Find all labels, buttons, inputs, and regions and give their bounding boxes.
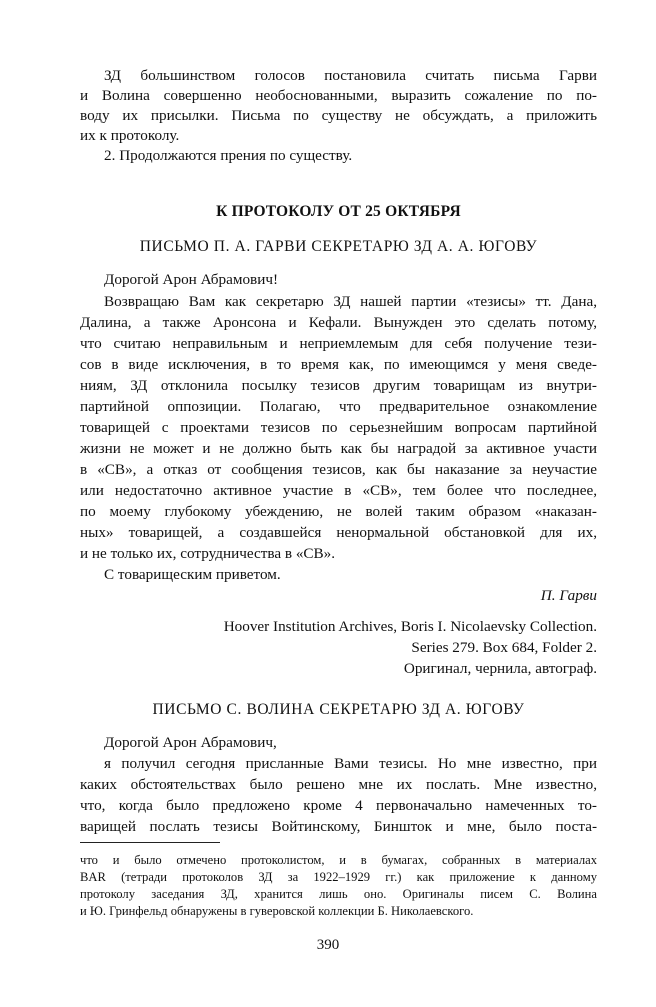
letter1-salutation: Дорогой Арон Абрамович! [104, 271, 279, 288]
section-title: К ПРОТОКОЛУ ОТ 25 ОКТЯБРЯ [216, 203, 461, 220]
footnote-line: и Ю. Гринфельд обнаружены в гуверовской коллекции Б. Николаевского. [80, 904, 474, 918]
footnote-rule [80, 842, 220, 843]
footnote-line: протоколу заседания ЗД, хранится лишь оно. Оригиналы писем С. Волина [80, 887, 597, 901]
letter2-body-line: каких обстоятельствах было решено мне их послать. Мне известно, [80, 776, 597, 793]
letter1-body-line: товарищей с проектами тезисов по серьезнейшим вопросам партийной [80, 419, 597, 436]
letter1-closing: С товарищеским приветом. [104, 566, 281, 583]
letter1-body-line: в «СВ», а отказ от сообщения тезисов, как бы наказание за неучастие [80, 461, 597, 478]
page-number: 390 [316, 937, 340, 953]
letter1-source-line: Оригинал, чернила, автограф. [403, 660, 597, 677]
letter1-body-line: сов в виде исключения, в то время как, по имеющимся у меня сведе- [80, 356, 597, 373]
footnote-line: что и было отмечено протоколистом, и в бумагах, собранных в материалах [80, 853, 597, 867]
letter1-title: ПИСЬМО П. А. ГАРВИ СЕКРЕТАРЮ ЗД А. А. ЮГОВУ [139, 238, 538, 255]
letter1-body-line: Возвращаю Вам как секретарю ЗД нашей партии «тезисы» тт. Дана, [104, 293, 597, 310]
footnote-line: BAR (тетради протоколов ЗД за 1922–1929 гг.) как приложение к данному [80, 870, 597, 884]
letter1-source-line: Hoover Institution Archives, Boris I. Nicolaevsky Collection. [223, 618, 597, 635]
letter1-body-line: или недостаточно активное участие в «СВ», тем более что последнее, [80, 482, 597, 499]
letter2-salutation: Дорогой Арон Абрамович, [104, 734, 277, 751]
intro-item-2: 2. Продолжаются прения по существу. [104, 147, 353, 164]
letter1-body-line: Далина, а также Аронсона и Кефали. Вынужден это сделать потому, [80, 314, 597, 331]
letter1-body-line: что считаю неправильным и неприемлемым для себя получение тези- [80, 335, 597, 352]
letter1-body-line: ных» товарищей, а создавшейся ненормальной обстановкой для их, [80, 524, 597, 541]
intro-line: их к протоколу. [80, 127, 180, 144]
letter1-body-line: ниям, ЗД отклонила посылку тезисов другим товарищам из внутри- [80, 377, 597, 394]
letter2-body-line: варищей послать тезисы Войтинскому, Биншток и мне, было поста- [80, 818, 597, 835]
letter2-body-line: я получил сегодня присланные Вами тезисы. Но мне известно, при [104, 755, 597, 772]
intro-line: и Волина совершенно необоснованными, выразить сожаление по по- [80, 87, 597, 104]
letter1-body-line: и не только их, сотрудничества в «СВ». [80, 545, 336, 562]
letter2-body-line: что, когда было предложено кроме 4 первоначально намеченных то- [80, 797, 597, 814]
letter1-body-line: партийной оппозиции. Полагаю, что предварительное ознакомление [80, 398, 597, 415]
letter1-signature: П. Гарви [540, 587, 597, 604]
letter2-title: ПИСЬМО С. ВОЛИНА СЕКРЕТАРЮ ЗД А. ЮГОВУ [152, 701, 525, 718]
letter1-body-line: по моему глубокому убеждению, не волей таким образом «наказан- [80, 503, 597, 520]
intro-line: ЗД большинством голосов постановила считать письма Гарви [104, 67, 597, 84]
letter1-body-line: жизни не может и не должно быть как бы наградой за активное участи [80, 440, 597, 457]
intro-line: воду их присылки. Письма по существу не обсуждать, а приложить [80, 107, 597, 124]
letter1-source-line: Series 279. Box 684, Folder 2. [411, 639, 597, 656]
